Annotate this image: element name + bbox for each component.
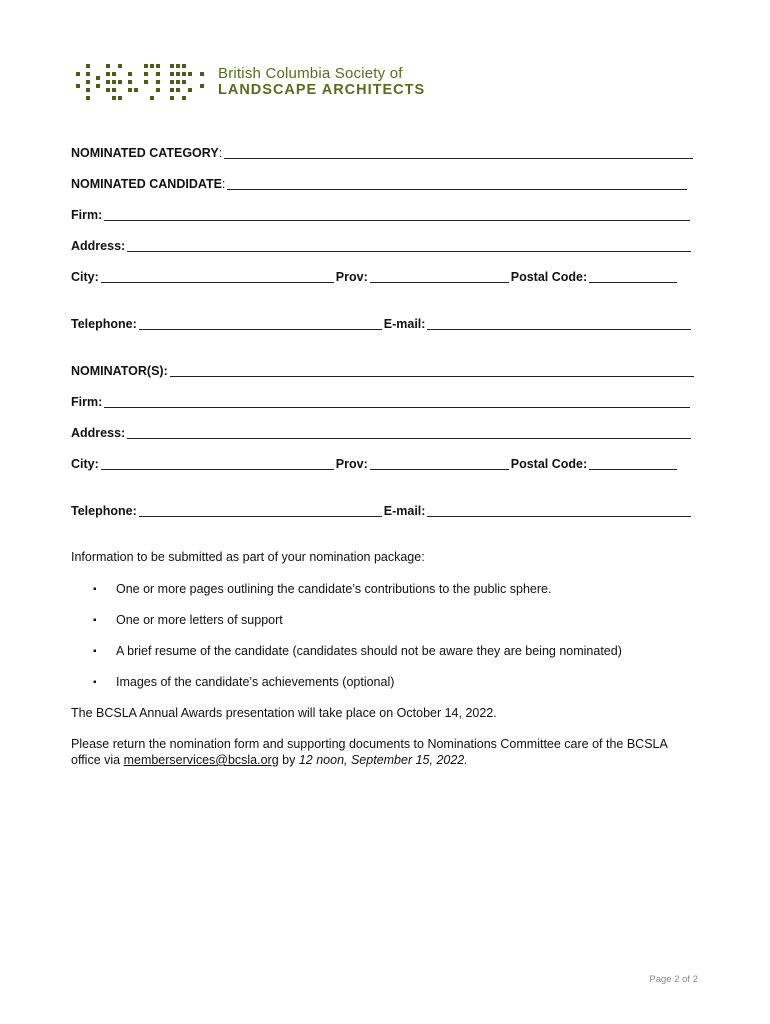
return-prefix: office via [71,753,124,767]
list-item-text: Images of the candidate’s achievements (optional) [116,675,395,689]
nominator-prov-field[interactable] [370,457,509,470]
candidate-firm-label: Firm: [71,208,103,222]
candidate-prov-field[interactable] [370,270,509,283]
deadline-text: 12 noon, September 15, 2022. [298,753,468,767]
nominators-field[interactable] [170,364,694,377]
nominator-prov-label: Prov: [335,457,368,471]
bullet-icon: ▪ [93,615,97,626]
nominator-firm-row [71,395,692,409]
nominator-firm-label: Firm: [71,395,103,409]
nominator-postal-label: Postal Code: [510,457,588,471]
nominators-row [71,364,696,378]
candidate-firm-row [71,208,692,222]
nominator-firm-field[interactable] [104,395,690,408]
list-item [93,644,622,659]
list-item [93,613,283,628]
nominator-telephone-label: Telephone: [71,504,137,518]
nominator-telephone-field[interactable] [139,504,382,517]
list-item-text: A brief resume of the candidate (candidates should not be aware they are being nominated) [116,644,622,658]
nominator-city-row [71,457,679,471]
list-item-text: One or more pages outlining the candidate’s contributions to the public sphere. [116,582,552,596]
nominated-category-row: NOMINATED CATEGORY : [71,146,695,160]
nominator-address-row [71,426,693,440]
nominator-address-field[interactable] [127,426,691,439]
candidate-city-row [71,270,679,284]
nominated-candidate-label: NOMINATED CANDIDATE [71,177,222,191]
nominator-email-field[interactable] [427,504,691,517]
candidate-firm-field[interactable] [104,208,690,221]
candidate-postal-field[interactable] [589,270,677,283]
candidate-prov-label: Prov: [335,270,368,284]
candidate-postal-label: Postal Code: [510,270,588,284]
bullet-icon: ▪ [93,677,97,688]
nominated-candidate-field[interactable] [227,177,687,190]
candidate-address-field[interactable] [127,239,691,252]
bcsla-logo-mark-icon [76,62,208,102]
logo-line-1: British Columbia Society of [218,65,403,82]
candidate-address-label: Address: [71,239,126,253]
nominated-category-label: NOMINATED CATEGORY [71,146,219,160]
candidate-city-label: City: [71,270,99,284]
list-item-text: One or more letters of support [116,613,283,627]
bullet-icon: ▪ [93,584,97,595]
list-item [93,582,551,597]
submission-intro: Information to be submitted as part of your nomination package: [71,550,425,564]
nominator-address-label: Address: [71,426,126,440]
logo-line-2: LANDSCAPE ARCHITECTS [218,82,426,98]
awards-date-text: The BCSLA Annual Awards presentation will take place on October 14, 2022. [71,706,497,720]
page-number: Page 2 of 2 [649,974,698,985]
nominator-city-label: City: [71,457,99,471]
candidate-email-field[interactable] [427,317,691,330]
return-by: by [278,753,299,767]
logo-text [218,65,425,99]
candidate-telephone-label: Telephone: [71,317,137,331]
nominated-candidate-row: NOMINATED CANDIDATE : [71,177,689,191]
nominated-category-field[interactable] [224,146,693,159]
nominators-label: NOMINATOR(S): [71,364,168,378]
nominator-telephone-row [71,504,693,518]
nominator-postal-field[interactable] [589,457,677,470]
nominator-city-field[interactable] [101,457,334,470]
candidate-telephone-row [71,317,693,331]
return-instructions-line-1: Please return the nomination form and supporting documents to Nominations Committee care of the BCSLA [71,737,668,751]
candidate-address-row [71,239,693,253]
bcsla-logo [76,62,425,102]
list-item [93,675,394,690]
candidate-telephone-field[interactable] [139,317,382,330]
bullet-icon: ▪ [93,646,97,657]
nominator-email-label: E-mail: [383,504,426,518]
return-instructions-line-2 [71,753,468,767]
candidate-city-field[interactable] [101,270,334,283]
candidate-email-label: E-mail: [383,317,426,331]
member-services-email-link[interactable]: memberservices@bcsla.org [123,753,279,767]
